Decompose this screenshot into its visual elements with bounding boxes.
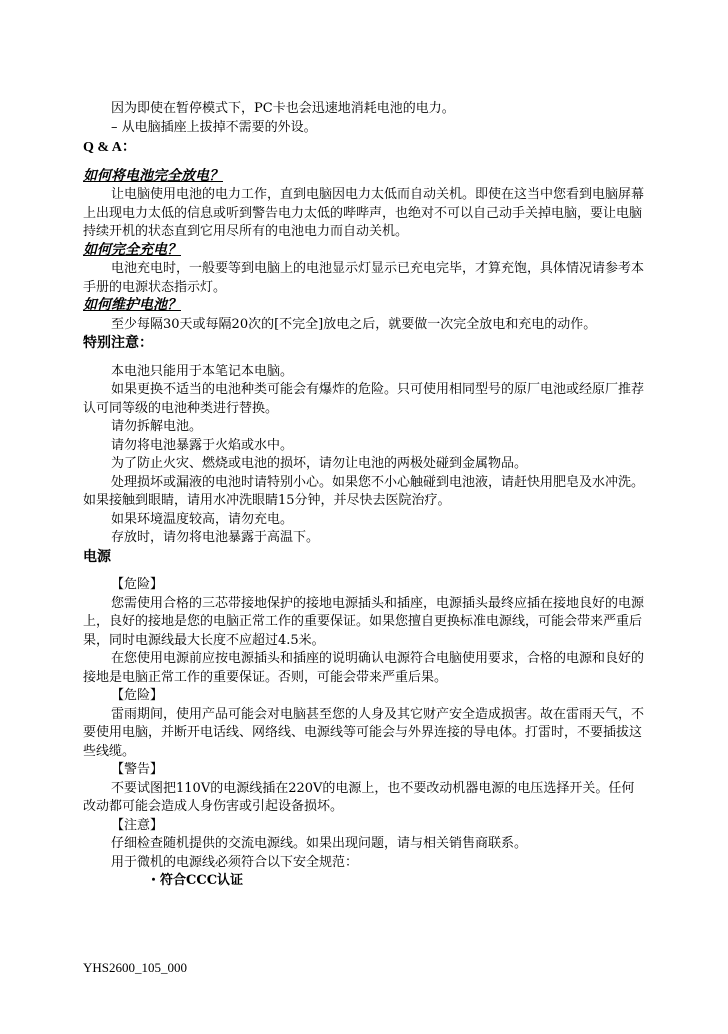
- list-item: 存放时，请勿将电池暴露于高温下。: [111, 530, 320, 545]
- section-heading: 特别注意：: [83, 335, 153, 351]
- body-text: 因为即使在暂停模式下，PC卡也会迅速地消耗电池的电力。: [111, 101, 455, 116]
- question-heading: 如何维护电池？: [83, 298, 181, 313]
- danger-label: 【危险】: [111, 688, 164, 703]
- body-text: 用于微机的电源线必须符合以下安全规范：: [111, 854, 359, 870]
- list-item: 如果更换不适当的电池种类可能会有爆炸的危险。只可使用相同型号的原厂电池或经原厂推荐认可同等级的电池种类进行替换。: [83, 382, 645, 416]
- danger-label: 【危险】: [111, 577, 164, 592]
- body-text: – 从电脑插座上拔掉不需要的外设。: [111, 119, 317, 135]
- list-item: 请勿将电池暴露于火焰或水中。: [111, 437, 294, 453]
- question-heading: 如何将电池完全放电？: [83, 168, 223, 184]
- list-item: 为了防止火灾、燃烧或电池的损坏，请勿让电池的两极处碰到金属物品。: [111, 456, 528, 471]
- qa-heading: Q & A：: [83, 140, 136, 155]
- notice-label: 【注意】: [111, 817, 164, 833]
- answer-text: 电池充电时，一般要等到电脑上的电池显示灯显示已充电完毕，才算充饱，具体情况请参考本手册的电源状态指示灯。: [83, 261, 645, 295]
- answer-text: 至少每隔30天或每隔20次的[不完全]放电之后，就要做一次完全放电和充电的动作。: [111, 316, 597, 332]
- body-text: 不要试图把110V的电源线插在220V的电源上，也不要改动机器电源的电压选择开关。任何改动都可能会造成人身伤害或引起设备损坏。: [83, 780, 635, 814]
- body-text: 您需使用合格的三芯带接地保护的接地电源插头和插座，电源插头最终应插在接地良好的电源上，良好的接地是您的电脑正常工作的重要保证。如果您擅自更换标准电源线，可能会带来严重后果，同时电源线最大长度不应超过4.5米。: [83, 595, 645, 648]
- question-heading: 如何完全充电？: [83, 242, 181, 258]
- body-text: 在您使用电源前应按电源插头和插座的说明确认电源符合电脑使用要求，合格的电源和良好的接地是电脑正常工作的重要保证。否则，可能会带来严重后果。: [83, 651, 645, 685]
- list-item: 处理损坏或漏液的电池时请特别小心。如果您不小心触碰到电池液，请赶快用肥皂及水冲洗。如果接触到眼睛，请用水冲洗眼睛15分钟，并尽快去医院治疗。: [83, 474, 645, 508]
- list-item: 如果环境温度较高，请勿充电。: [111, 511, 294, 527]
- warning-label: 【警告】: [111, 762, 164, 777]
- page-footer: YHS2600_105_000: [83, 960, 188, 975]
- section-heading: 电源: [83, 548, 111, 565]
- body-text: 仔细检查随机提供的交流电源线。如果出现问题，请与相关销售商联系。: [111, 836, 528, 851]
- bullet-item: ・符合CCC认证: [147, 873, 244, 888]
- list-item: 本电池只能用于本笔记本电脑。: [111, 363, 294, 379]
- answer-text: 让电脑使用电池的电力工作，直到电脑因电力太低而自动关机。即使在这当中您看到电脑屏幕上出现电力太低的信息或听到警告电力太低的哔哔声，也绝对不可以自己动手关掉电脑，要让电脑持续开机的状态直到它用尽所有的电池电力而自动关机。: [83, 187, 645, 239]
- list-item: 请勿拆解电池。: [111, 419, 203, 434]
- document-page: [83, 100, 645, 891]
- body-text: 雷雨期间，使用产品可能会对电脑甚至您的人身及其它财产安全造成损害。故在雷雨天气，不要使用电脑，并断开电话线、网络线、电源线等可能会与外界连接的导电体。打雷时，不要插拔这些线缆。: [83, 706, 645, 759]
